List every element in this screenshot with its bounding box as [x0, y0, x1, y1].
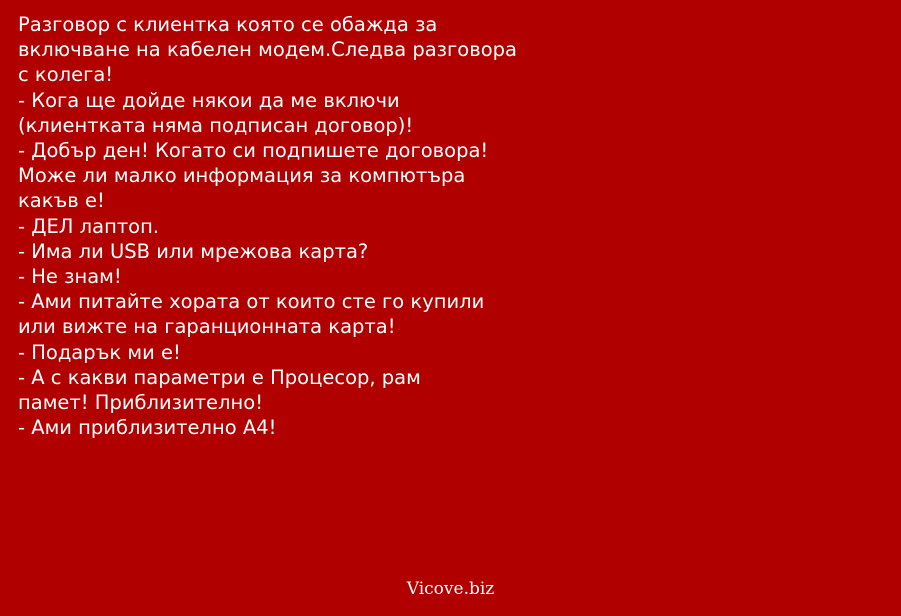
- joke-line: - Ами питайте хората от които сте го купили: [18, 290, 485, 314]
- joke-line: Разговор с клиентка която се обажда за: [18, 13, 438, 36]
- joke-text: [18, 12, 588, 440]
- joke-line: - Кога ще дойде някои да ме включи: [18, 88, 400, 112]
- joke-line: - Подарък ми е!: [18, 340, 181, 364]
- joke-line: Може ли малко информация за компютъра: [18, 164, 466, 188]
- joke-line: - Ами приблизително А4!: [18, 416, 277, 440]
- joke-line: какъв е!: [18, 189, 105, 213]
- joke-line: включване на кабелен модем.Следва разговора: [18, 38, 517, 62]
- joke-line: - Има ли USB или мрежова карта?: [18, 239, 369, 263]
- joke-line: (клиентката няма подписан договор)!: [18, 113, 414, 137]
- joke-line: или вижте на гаранционната карта!: [18, 315, 396, 339]
- joke-line: с колега!: [18, 63, 114, 87]
- joke-line: - А с какви параметри е Процесор, рам: [18, 365, 421, 389]
- joke-line: памет! Приблизително!: [18, 391, 264, 415]
- joke-line: - Добър ден! Когато си подпишете договора!: [18, 139, 489, 163]
- site-credit: Vicove.biz: [406, 579, 495, 599]
- joke-line: - ДЕЛ лаптоп.: [18, 214, 160, 238]
- joke-line: - Не знам!: [18, 265, 122, 289]
